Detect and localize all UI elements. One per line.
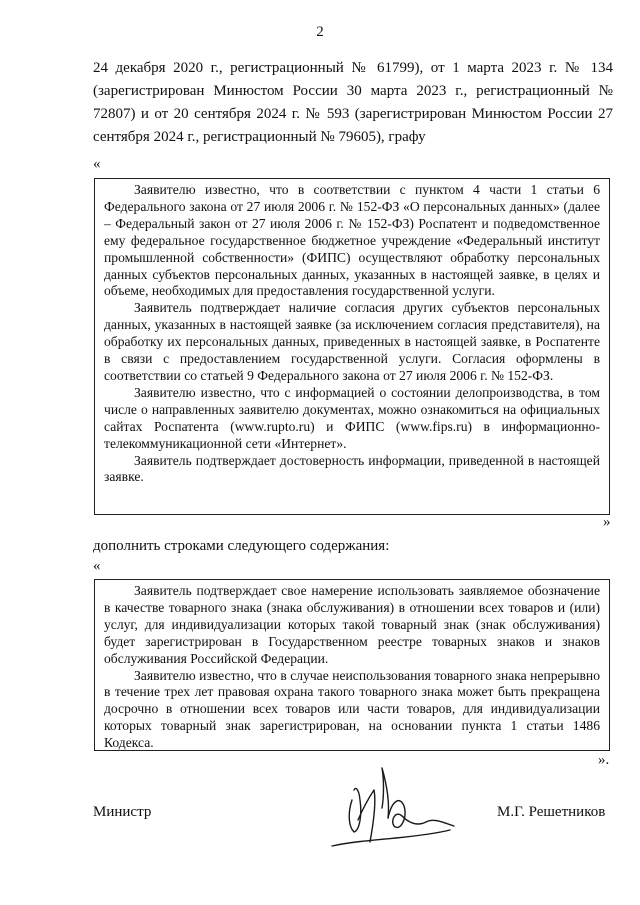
box1-paragraph-3: Заявителю известно, что с информацией о состоянии делопроизводства, в том числе о направленных заявителю документах, можно ознакомиться на официальных сайтах Роспатента (www.rupto.ru) и ФИПС (www.fips.ru) в информационно-телекоммуникационной сети «Интернет». xyxy=(104,384,600,451)
signature-name: М.Г. Решетников xyxy=(497,804,606,820)
box1-paragraph-1: Заявителю известно, что в соответствии с пунктом 4 части 1 статьи 6 Федерального закона от 27 июля 2006 г. № 152-ФЗ «О персональных данных» (далее – Федеральный закон от 27 июля 2006 г. № 152-ФЗ) Роспатент и подведомственное ему федеральное государственное бюджетное учреждение «Федеральный институт промышленной собственности» (ФИПС) осуществляют обработку персональных данных субъектов персональных данных, указанных в настоящей заявке, в целях и объеме, необходимых для предоставления государственной услуги. xyxy=(104,182,600,299)
page-number: 2 xyxy=(316,24,324,40)
supplement-line: дополнить строками следующего содержания: xyxy=(93,538,390,554)
box2-paragraph-2: Заявителю известно, что в случае неиспользования товарного знака непрерывно в течение трех лет правовая охрана такого товарного знака может быть прекращена досрочно в отношении всех товаров или части товаров, для индивидуализации которых товарный знак зарегистрирован, на основании пункта 1 статьи 1486 Кодекса. xyxy=(104,667,600,751)
close-quote-1: » xyxy=(603,514,611,530)
handwritten-signature xyxy=(330,760,470,850)
close-quote-2: ». xyxy=(598,752,610,768)
open-quote-2: « xyxy=(93,558,101,574)
box2-paragraph-1: Заявитель подтверждает свое намерение использовать заявляемое обозначение в качестве товарного знака (знака обслуживания) в отношении всех товаров и (или) услуг, для индивидуализации которых такой товарный знак (знак обслуживания) будет зарегистрирован в Государственном реестре товарных знаков и знаков обслуживания Российской Федерации. xyxy=(104,583,600,666)
notice-box-trademark xyxy=(94,579,610,751)
intro-paragraph: 24 декабря 2020 г., регистрационный № 61799), от 1 марта 2023 г. № 134 (зарегистрирован Минюстом России 30 марта 2023 г., регистрационный № 72807) и от 20 сентября 2024 г. № 593 (зарегистрирован Минюстом России 27 сентября 2024 г., регистрационный № 79605), графу xyxy=(93,60,613,145)
signature-title: Министр xyxy=(93,804,152,820)
box1-paragraph-2: Заявитель подтверждает наличие согласия других субъектов персональных данных, указанных в настоящей заявке (за исключением согласия представителя), на обработку их персональных данных, приведенных в настоящей заявке, в Роспатенте в связи с предоставлением государственной услуги. Согласия оформлены в соответствии со статьей 9 Федерального закона от 27 июля 2006 г. № 152-ФЗ. xyxy=(104,300,600,383)
notice-box-personal-data xyxy=(94,178,610,515)
open-quote-1: « xyxy=(93,156,101,172)
box1-paragraph-4: Заявитель подтверждает достоверность информации, приведенной в настоящей заявке. xyxy=(104,452,600,485)
